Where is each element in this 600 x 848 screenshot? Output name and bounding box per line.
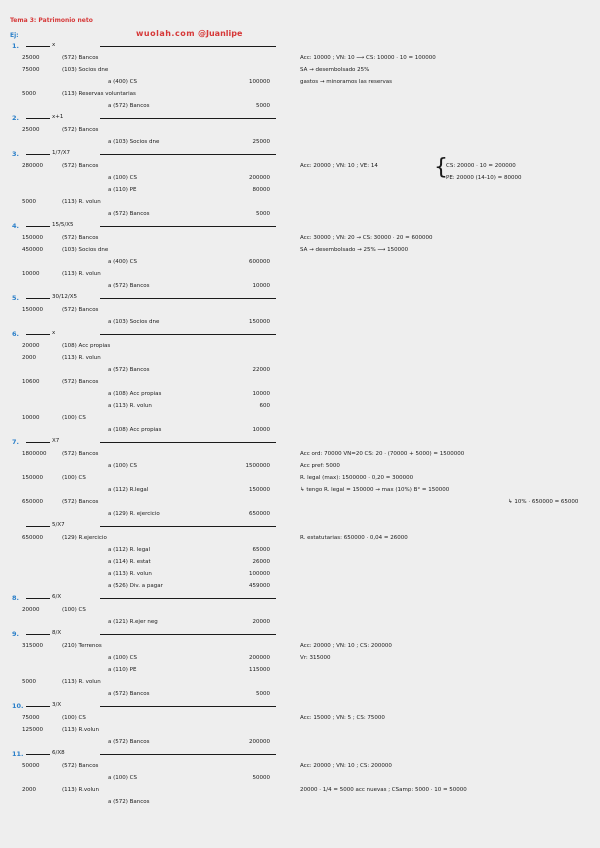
divider-line: [26, 754, 50, 755]
credit-amount: 10000: [252, 427, 270, 433]
debit-account: (113) R. volun: [62, 199, 101, 205]
credit-amount: 150000: [249, 319, 270, 325]
entry-number: 7.: [12, 438, 19, 446]
divider-line: [26, 706, 50, 707]
note: Acc ord: 70000 VN=20 CS: 20 · (70000 + 5000) = 1500000: [300, 451, 465, 457]
debit-account: (113) R. volun: [62, 271, 101, 277]
divider-line: [26, 526, 50, 527]
entry-header: [26, 114, 276, 122]
divider-line: [100, 154, 276, 155]
divider-line: [100, 118, 276, 119]
note: 20000 · 1/4 = 5000 acc nuevas ; CSamp: 5000 · 10 = 50000: [300, 787, 467, 793]
credit-account: a (100) CS: [108, 175, 137, 181]
debit-amount: 2000: [22, 355, 36, 361]
debit-amount: 50000: [22, 763, 40, 769]
note: ↳ tengo R. legal = 150000 → max (10%) B° = 150000: [300, 487, 450, 493]
divider-line: [100, 334, 276, 335]
divider-line: [100, 298, 276, 299]
credit-amount: 200000: [249, 175, 270, 181]
entry-number: 5.: [12, 294, 19, 302]
debit-amount: 10000: [22, 271, 40, 277]
credit-account: a (572) Bancos: [108, 283, 150, 289]
credit-amount: 80000: [252, 187, 270, 193]
entry-date: 1/7/X7: [52, 150, 70, 156]
credit-amount: 459000: [249, 583, 270, 589]
divider-line: [100, 226, 276, 227]
divider-line: [26, 442, 50, 443]
credit-account: a (114) R. estat: [108, 559, 151, 565]
debit-account: (572) Bancos: [62, 379, 99, 385]
credit-account: a (572) Bancos: [108, 103, 150, 109]
note: Acc: 20000 ; VN: 10 ; CS: 200000: [300, 643, 392, 649]
credit-amount: 650000: [249, 511, 270, 517]
note: Acc: 15000 ; VN: 5 ; CS: 75000: [300, 715, 385, 721]
credit-amount: 10000: [252, 283, 270, 289]
note: gastos → minoramos las reservas: [300, 79, 392, 85]
debit-amount: 5000: [22, 199, 36, 205]
note: Acc pref: 5000: [300, 463, 340, 469]
credit-account: a (112) R. legal: [108, 547, 151, 553]
entry-date: x+1: [52, 114, 64, 120]
debit-account: (100) CS: [62, 475, 86, 481]
entry-header: [26, 702, 276, 710]
divider-line: [100, 526, 276, 527]
divider-line: [26, 298, 50, 299]
credit-account: a (400) CS: [108, 259, 137, 265]
divider-line: [26, 598, 50, 599]
credit-account: a (113) R. volun: [108, 403, 152, 409]
credit-account: a (113) R. volun: [108, 571, 152, 577]
debit-amount: 10600: [22, 379, 40, 385]
credit-account: a (100) CS: [108, 655, 137, 661]
credit-account: a (121) R.ejer neg: [108, 619, 158, 625]
debit-account: (572) Bancos: [62, 55, 99, 61]
debit-account: (129) R.ejercicio: [62, 535, 107, 541]
debit-account: (103) Socios dne: [62, 247, 109, 253]
credit-amount: 5000: [256, 691, 270, 697]
divider-line: [26, 46, 50, 47]
credit-account: a (129) R. ejercicio: [108, 511, 160, 517]
debit-amount: 150000: [22, 307, 43, 313]
debit-amount: 5000: [22, 91, 36, 97]
debit-amount: 125000: [22, 727, 43, 733]
entry-header: [26, 294, 276, 302]
divider-line: [100, 46, 276, 47]
note: SA → desembolsado 25%: [300, 67, 370, 73]
note: Vr: 315000: [300, 655, 331, 661]
debit-account: (113) R.volun: [62, 787, 100, 793]
debit-account: (572) Bancos: [62, 307, 99, 313]
debit-account: (572) Bancos: [62, 235, 99, 241]
credit-account: a (572) Bancos: [108, 691, 150, 697]
credit-account: a (572) Bancos: [108, 211, 150, 217]
note: Acc: 20000 ; VN: 10 ; CS: 200000: [300, 763, 392, 769]
entry-date: x: [52, 42, 56, 48]
credit-account: a (526) Div. a pagar: [108, 583, 163, 589]
note: PE: 20000 (14-10) = 80000: [446, 175, 522, 181]
entry-number: 4.: [12, 222, 19, 230]
entry-date: 30/12/X5: [52, 294, 77, 300]
entry-header: [26, 750, 276, 758]
divider-line: [100, 754, 276, 755]
divider-line: [26, 118, 50, 119]
note: CS: 20000 · 10 = 200000: [446, 163, 516, 169]
note: Acc: 30000 ; VN: 20 → CS: 30000 · 20 = 600000: [300, 235, 433, 241]
entry-header: [26, 594, 276, 602]
credit-amount: 65000: [252, 547, 270, 553]
debit-amount: 25000: [22, 55, 40, 61]
entry-header: [26, 438, 276, 446]
credit-amount: 5000: [256, 103, 270, 109]
entry-date: x: [52, 330, 56, 336]
entry-number: 9.: [12, 630, 19, 638]
debit-amount: 75000: [22, 715, 40, 721]
debit-amount: 25000: [22, 127, 40, 133]
entry-header: [26, 630, 276, 638]
credit-account: a (110) PE: [108, 667, 137, 673]
debit-account: (572) Bancos: [62, 763, 99, 769]
credit-amount: 50000: [252, 775, 270, 781]
entry-number: 3.: [12, 150, 19, 158]
entry-date: 3/X: [52, 702, 62, 708]
credit-amount: 600: [259, 403, 270, 409]
credit-amount: 150000: [249, 487, 270, 493]
credit-account: a (572) Bancos: [108, 739, 150, 745]
credit-amount: 10000: [252, 391, 270, 397]
debit-account: (113) R. volun: [62, 355, 101, 361]
entry-number: 1.: [12, 42, 19, 50]
credit-account: a (572) Bancos: [108, 799, 150, 805]
entry-header: [26, 522, 276, 530]
debit-account: (572) Bancos: [62, 127, 99, 133]
debit-amount: 280000: [22, 163, 43, 169]
debit-amount: 5000: [22, 679, 36, 685]
debit-amount: 2000: [22, 787, 36, 793]
debit-account: (100) CS: [62, 715, 86, 721]
divider-line: [100, 706, 276, 707]
debit-account: (100) CS: [62, 607, 86, 613]
debit-amount: 75000: [22, 67, 40, 73]
entry-number: 11.: [12, 750, 24, 758]
divider-line: [100, 598, 276, 599]
entry-date: 6/X8: [52, 750, 65, 756]
credit-amount: 600000: [249, 259, 270, 265]
credit-account: a (103) Socios dne: [108, 319, 160, 325]
entry-date: X7: [52, 438, 60, 444]
divider-line: [26, 334, 50, 335]
note: SA → desembolsado → 25% ⟶ 150000: [300, 247, 409, 253]
credit-amount: 26000: [252, 559, 270, 565]
debit-account: (108) Acc propias: [62, 343, 111, 349]
page-title: Tema 3: Patrimonio neto: [10, 17, 93, 24]
note: Acc: 10000 ; VN: 10 ⟶ CS: 10000 · 10 = 100000: [300, 55, 436, 61]
debit-account: (100) CS: [62, 415, 86, 421]
author-handle: @Juanlipe: [198, 29, 243, 38]
debit-account: (572) Bancos: [62, 163, 99, 169]
credit-amount: 20000: [252, 619, 270, 625]
credit-amount: 22000: [252, 367, 270, 373]
debit-account: (113) R. volun: [62, 679, 101, 685]
entry-header: [26, 222, 276, 230]
brace-icon: {: [434, 155, 448, 180]
entry-number: 2.: [12, 114, 19, 122]
note: R. legal (max): 1500000 · 0,20 = 300000: [300, 475, 414, 481]
entry-number: 8.: [12, 594, 19, 602]
debit-account: (103) Socios dne: [62, 67, 109, 73]
entry-date: 5/X7: [52, 522, 65, 528]
credit-amount: 200000: [249, 739, 270, 745]
entry-date: 6/X: [52, 594, 62, 600]
note: Acc: 20000 ; VN: 10 ; VE: 14: [300, 163, 378, 169]
credit-amount: 5000: [256, 211, 270, 217]
credit-account: a (572) Bancos: [108, 367, 150, 373]
exercise-label: Ej:: [10, 32, 19, 39]
credit-amount: 25000: [252, 139, 270, 145]
debit-amount: 150000: [22, 235, 43, 241]
debit-amount: 1800000: [22, 451, 47, 457]
entry-header: [26, 150, 276, 158]
debit-account: (113) R.volun: [62, 727, 100, 733]
debit-amount: 20000: [22, 607, 40, 613]
credit-account: a (112) R.legal: [108, 487, 149, 493]
entry-header: [26, 42, 276, 50]
entry-date: 8/X: [52, 630, 62, 636]
debit-account: (210) Terrenos: [62, 643, 102, 649]
credit-account: a (108) Acc propias: [108, 391, 162, 397]
divider-line: [100, 442, 276, 443]
divider-line: [26, 226, 50, 227]
debit-amount: 650000: [22, 499, 43, 505]
divider-line: [26, 634, 50, 635]
debit-amount: 20000: [22, 343, 40, 349]
credit-amount: 1500000: [245, 463, 270, 469]
debit-account: (113) Reservas voluntarias: [62, 91, 136, 97]
divider-line: [26, 154, 50, 155]
note: R. estatutarias: 650000 · 0,04 = 26000: [300, 535, 408, 541]
credit-account: a (100) CS: [108, 775, 137, 781]
divider-line: [100, 634, 276, 635]
entry-header: [26, 330, 276, 338]
credit-account: a (400) CS: [108, 79, 137, 85]
debit-account: (572) Bancos: [62, 499, 99, 505]
credit-amount: 100000: [249, 571, 270, 577]
debit-amount: 10000: [22, 415, 40, 421]
debit-account: (572) Bancos: [62, 451, 99, 457]
credit-amount: 200000: [249, 655, 270, 661]
entry-number: 10.: [12, 702, 24, 710]
entry-number: 6.: [12, 330, 19, 338]
entry-date: 15/5/X5: [52, 222, 74, 228]
brand-watermark: wuolah.com: [136, 29, 196, 38]
credit-account: a (103) Socios dne: [108, 139, 160, 145]
note: ↳ 10% · 650000 = 65000: [508, 499, 579, 505]
credit-account: a (110) PE: [108, 187, 137, 193]
credit-amount: 115000: [249, 667, 270, 673]
credit-amount: 100000: [249, 79, 270, 85]
debit-amount: 450000: [22, 247, 43, 253]
debit-amount: 315000: [22, 643, 43, 649]
debit-amount: 650000: [22, 535, 43, 541]
debit-amount: 150000: [22, 475, 43, 481]
credit-account: a (100) CS: [108, 463, 137, 469]
credit-account: a (108) Acc propias: [108, 427, 162, 433]
